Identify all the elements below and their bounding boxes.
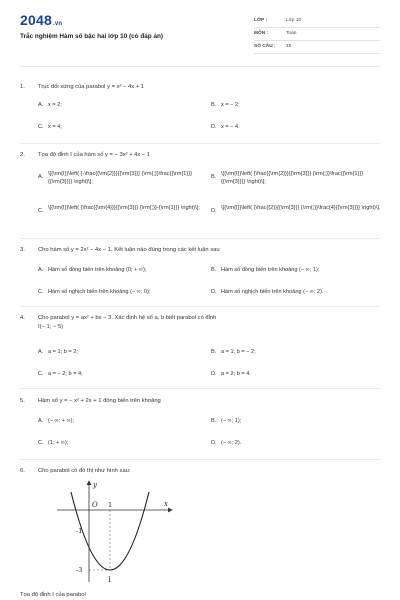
question-divider xyxy=(20,388,380,389)
y-axis-label: y xyxy=(93,481,97,489)
question-1: 1. Trục đối xứng của parabol y = x² − 4x + 1 A. x = 2; B. x = − 2; C. x = 4; D. x = − 4. xyxy=(20,84,240,130)
meta-subject: MÔN : Toán xyxy=(254,29,380,41)
header-divider xyxy=(20,66,380,67)
question-6: 6. Cho parabol có đồ thị như hình sau: y x O 1 -1 -3 I Tọa độ đỉnh I của parabol xyxy=(20,468,382,598)
y-tick-label: -1 xyxy=(76,527,83,535)
question-3: 3. Cho hàm số y = 2x² − 4x − 1. Kết luận nào đúng trong các kết luận sau A. Hàm số đồng biến trên khoảng (0; + ∞); B. Hàm số đồng biến trên khoảng (− ∞; 1); C. Hàm số nghịch biến trên khoảng (− ∞; 0); D. Hàm số nghịch biến trên khoảng (− ∞; 2). xyxy=(20,247,324,295)
meta-grade: LỚP : Lớp 10 xyxy=(254,16,380,28)
question-2: 2. Tọa độ đỉnh I của hàm số y = − 3x² + 4x − 1 A. \[{\rm{I}}\left( {-\frac{{\rm{2}}}{{\rm{3}}} {\rm{;}}\frac{{\rm{1}}}{{\rm{3}}}} \right)\]; B. \[{\rm{I}}\left( {\frac{{\rm{2}}}{{\rm{3}}} {\rm{;}}\frac{{\rm{1}}}{{\rm{3}}}} \right)\]; C. \[{\rm{I}}\left( {\frac{{\rm{4}}}{{\rm{3}}} {\rm{;}}-{\rm{1}}} \right)\]; D. \[{\rm{I}}\left( {\frac{{2}}{{\rm{3}}} {\rm{;}}\frac{4}{{\rm{3}}}} \right)\]. xyxy=(20,152,381,214)
page-title: Trắc nghiệm Hàm số bậc hai lớp 10 (có đáp án) xyxy=(20,33,164,40)
meta-question-count: SỐ CÂU : 15 xyxy=(254,42,380,54)
question-4: 4. Cho parabol y = ax² + bx − 3. Xác định hệ số a, b biết parabol có đỉnh I(− 1; − 5) A. a = 1; b = 2; B. a = 1; b = − 2; C. a = − 2; b = 4; D. a = 2; b = 4. xyxy=(20,315,256,377)
question-divider xyxy=(20,238,380,239)
question-divider xyxy=(20,306,380,307)
question-6-footer: Tọa độ đỉnh I của parabol xyxy=(20,592,86,598)
question-divider xyxy=(20,459,380,460)
origin-label: O xyxy=(92,501,98,509)
y-tick-label: -3 xyxy=(76,566,83,574)
question-5: 5. Hàm số y = − x² + 2x + 1 đồng biến trên khoảng A. (− ∞; + ∞); B. (− ∞; 1); C. (1; + ∞); D. (− ∞; 2). xyxy=(20,398,242,446)
site-logo[interactable]: 2048.vn xyxy=(20,12,63,28)
x-axis-label: x xyxy=(164,500,168,508)
x-tick-label: 1 xyxy=(108,501,113,509)
parabol-graph xyxy=(52,478,182,586)
question-divider xyxy=(20,143,380,144)
vertex-label: I xyxy=(108,576,111,584)
page-header xyxy=(0,0,400,62)
